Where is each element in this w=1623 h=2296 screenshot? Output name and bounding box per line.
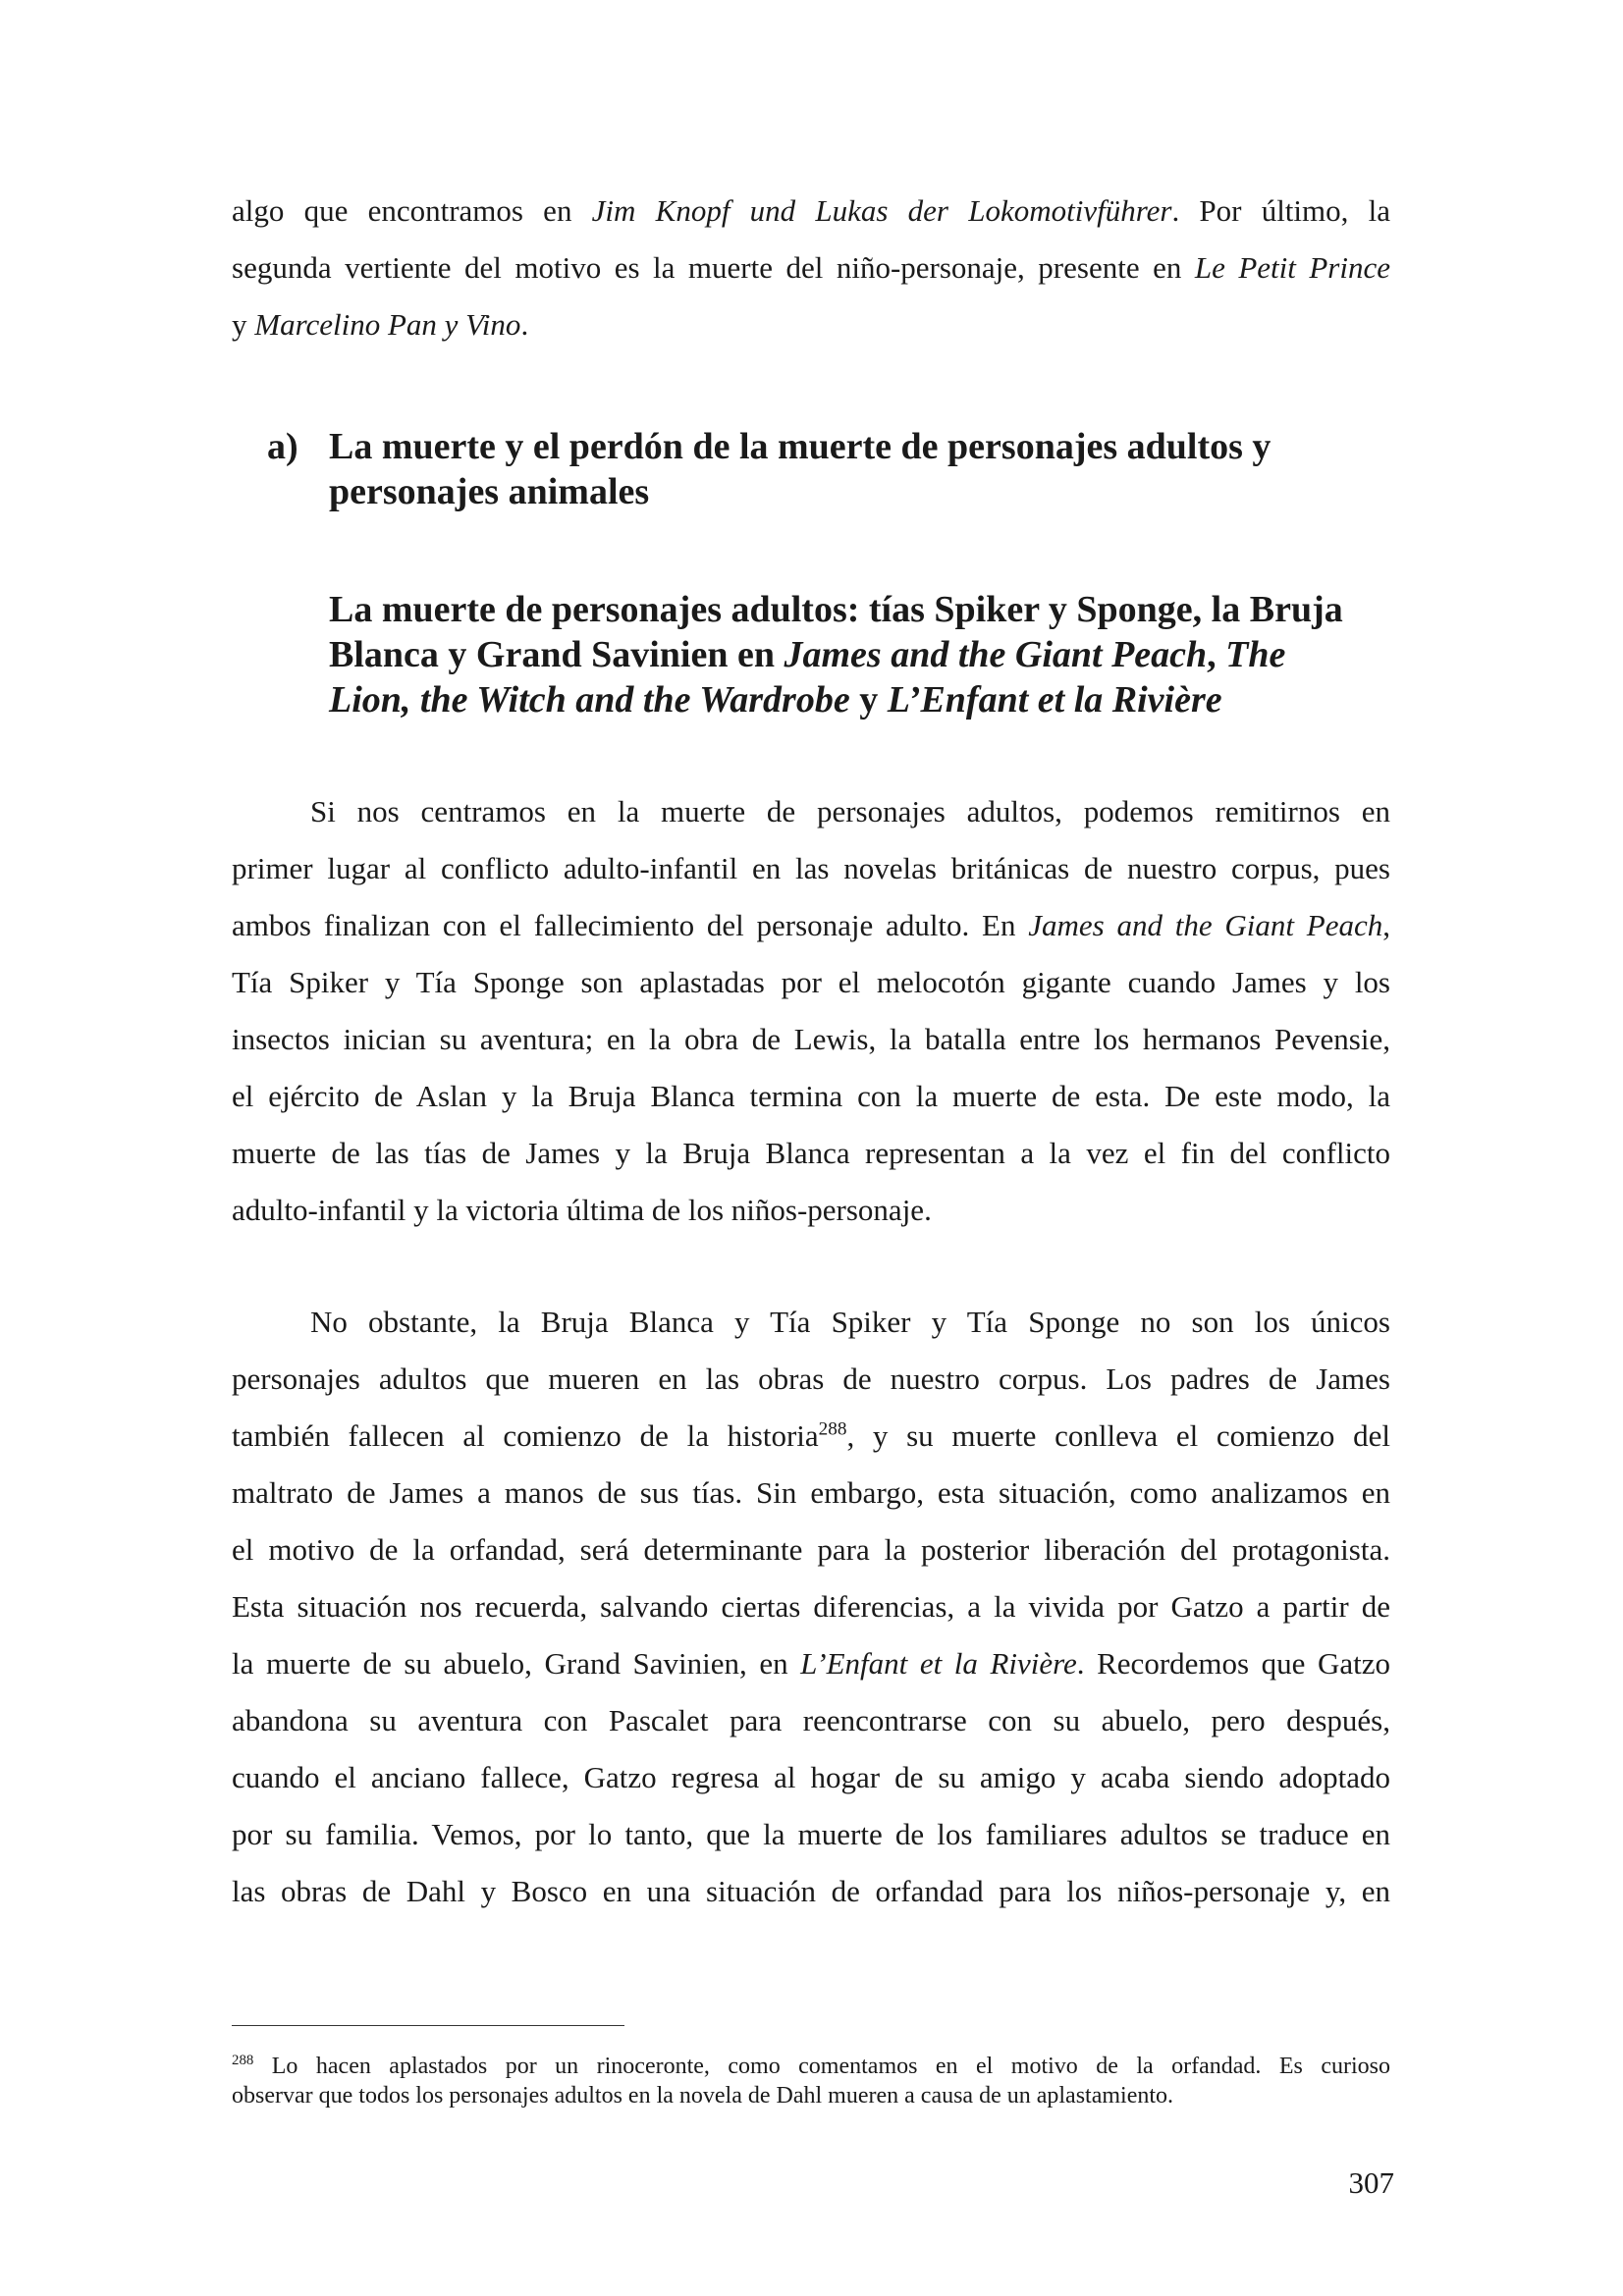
book-title: The <box>1225 634 1286 675</box>
subsection-heading-line-2: Blanca y Grand Savinien en James and the Giant Peach, The <box>329 634 1286 675</box>
section-heading-line-2: personajes animales <box>329 471 650 512</box>
text-line: las obras de Dahl y Bosco en una situación de orfandad para los niños-personaje y, en <box>232 1874 1390 1908</box>
book-title: L’Enfant et la Rivière <box>887 679 1222 721</box>
section-heading-line-1: La muerte y el perdón de la muerte de personajes adultos y <box>329 426 1271 467</box>
list-marker: a) <box>267 426 298 467</box>
text-line: muerte de las tías de James y la Bruja Blanca representan a la vez el fin del conflicto <box>232 1136 1390 1170</box>
subsection-heading <box>329 587 1399 722</box>
text-line: Esta situación nos recuerda, salvando ciertas diferencias, a la vivida por Gatzo a partir de <box>232 1589 1390 1624</box>
text-line: personajes adultos que mueren en las obras de nuestro corpus. Los padres de James <box>232 1362 1390 1396</box>
text-line: Si nos centramos en la muerte de personajes adultos, podemos remitirnos en <box>310 794 1390 828</box>
intro-paragraph <box>232 183 1390 353</box>
footnote-number: 288 <box>232 2053 254 2068</box>
text-line: Tía Spiker y Tía Sponge son aplastadas por el melocotón gigante cuando James y los <box>232 965 1390 999</box>
footnote-separator <box>232 2025 624 2026</box>
intro-line-1: algo que encontramos en Jim Knopf und Lukas der Lokomotivführer. Por último, la <box>232 193 1390 228</box>
subsection-heading-line-1: La muerte de personajes adultos: tías Spiker y Sponge, la Bruja <box>329 589 1343 630</box>
footnote-line-1: $^{288}$ Lo hacen aplastados por un rinoceronte, como comentamos en el motivo de la orfandad. Es curioso <box>232 2053 1390 2079</box>
text-line: insectos inician su aventura; en la obra de Lewis, la batalla entre los hermanos Pevensie, <box>232 1022 1390 1056</box>
text-line: también fallecen al comienzo de la historia$^{288}$, y su muerte conlleva el comienzo del <box>232 1418 1390 1453</box>
intro-line-3: y Marcelino Pan y Vino. <box>232 307 529 342</box>
text-line: primer lugar al conflicto adulto-infantil en las novelas británicas de nuestro corpus, pues <box>232 851 1390 885</box>
footnote <box>232 2052 1390 2110</box>
text-line: la muerte de su abuelo, Grand Savinien, en L’Enfant et la Rivière. Recordemos que Gatzo <box>232 1646 1390 1681</box>
book-title: James and the Giant Peach <box>784 634 1208 675</box>
text-line: adulto-infantil y la victoria última de los niños-personaje. <box>232 1193 932 1227</box>
footnote-reference[interactable]: 288 <box>818 1418 847 1440</box>
body-paragraph-1 <box>232 783 1390 1239</box>
text-line: abandona su aventura con Pascalet para reencontrarse con su abuelo, pero después, <box>232 1703 1390 1737</box>
book-title: Le Petit Prince <box>1194 250 1391 285</box>
text-line: No obstante, la Bruja Blanca y Tía Spiker y Tía Sponge no son los únicos <box>310 1305 1390 1339</box>
book-title: Jim Knopf und Lukas der Lokomotivführer <box>591 193 1172 228</box>
text-line: por su familia. Vemos, por lo tanto, que la muerte de los familiares adultos se traduce en <box>232 1817 1390 1851</box>
text-line: ambos finalizan con el fallecimiento del personaje adulto. En James and the Giant Peach, <box>232 908 1390 942</box>
body-paragraph-2 <box>232 1294 1390 1920</box>
text-line: cuando el anciano fallece, Gatzo regresa al hogar de su amigo y acaba siendo adoptado <box>232 1760 1390 1794</box>
subsection-heading-line-3: Lion, the Witch and the Wardrobe y L’Enfant et la Rivière <box>329 679 1222 721</box>
text-line: el motivo de la orfandad, será determinante para la posterior liberación del protagonista. <box>232 1532 1390 1567</box>
book-title: Marcelino Pan y Vino <box>254 307 521 342</box>
book-title: Lion, the Witch and the Wardrobe <box>329 679 850 721</box>
footnote-line-2: observar que todos los personajes adultos en la novela de Dahl mueren a causa de un aplastamiento. <box>232 2083 1174 2109</box>
book-title: L’Enfant et la Rivière <box>800 1646 1077 1681</box>
text-line: el ejército de Aslan y la Bruja Blanca termina con la muerte de esta. De este modo, la <box>232 1079 1390 1113</box>
intro-line-2: segunda vertiente del motivo es la muerte del niño-personaje, presente en Le Petit Prince <box>232 250 1391 285</box>
book-title: James and the Giant Peach <box>1028 908 1383 942</box>
page-number: 307 <box>1348 2165 1394 2200</box>
text-line: maltrato de James a manos de sus tías. Sin embargo, esta situación, como analizamos en <box>232 1475 1390 1510</box>
